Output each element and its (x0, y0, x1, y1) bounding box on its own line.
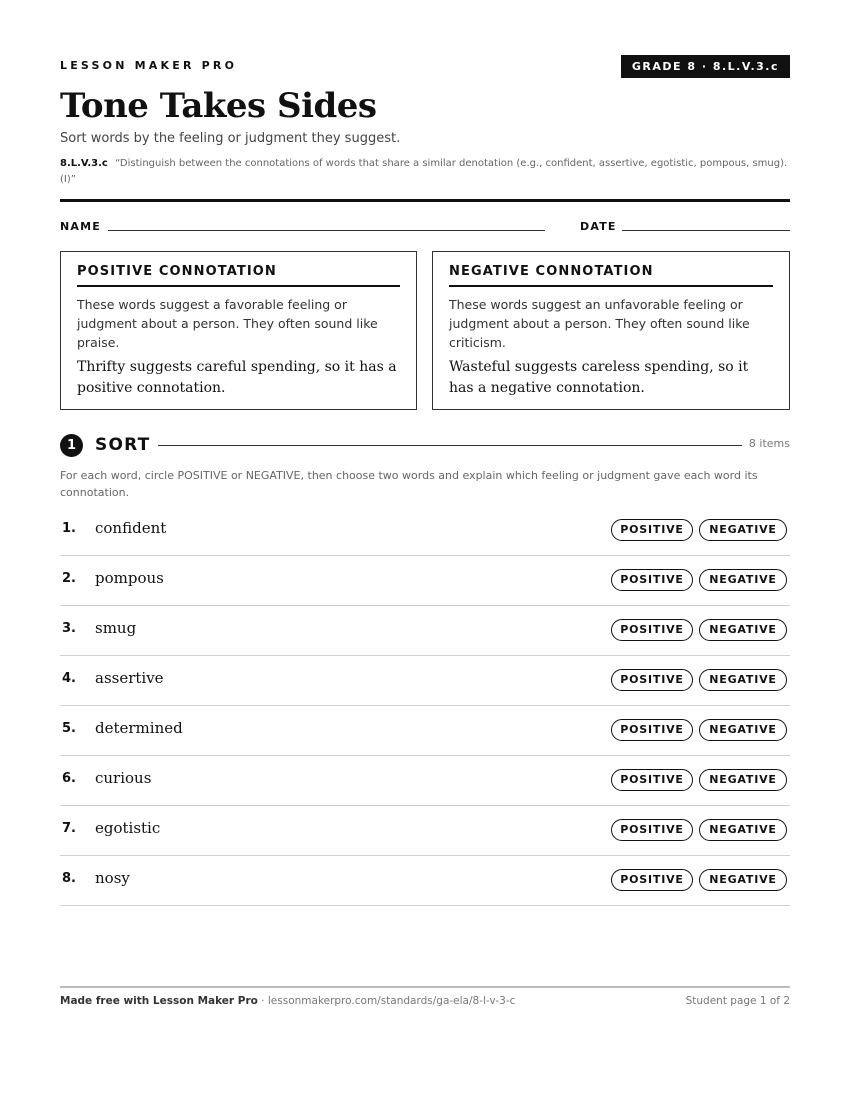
positive-card-heading: POSITIVE CONNOTATION (77, 264, 400, 287)
positive-option[interactable]: POSITIVE (611, 569, 693, 591)
item-number: 2. (62, 571, 76, 586)
item-number: 8. (62, 871, 76, 886)
negative-card-description: These words suggest an unfavorable feeling or judgment about a person. They often sound like criticism. (449, 297, 750, 350)
name-field[interactable] (108, 230, 545, 231)
negative-option[interactable]: NEGATIVE (699, 819, 787, 841)
footer-credit: Made free with Lesson Maker Pro (60, 995, 258, 1007)
negative-option[interactable]: NEGATIVE (699, 869, 787, 891)
date-label: DATE (580, 220, 617, 233)
positive-option[interactable]: POSITIVE (611, 619, 693, 641)
list-item (60, 806, 790, 856)
word-list (60, 506, 790, 906)
negative-card-heading: NEGATIVE CONNOTATION (449, 264, 773, 287)
page-footer (60, 995, 790, 1007)
positive-option[interactable]: POSITIVE (611, 819, 693, 841)
sort-instructions: For each word, circle POSITIVE or NEGATIVE, then choose two words and explain which feeling or judgment gave each word its connotation. (60, 469, 758, 499)
item-word: egotistic (95, 819, 161, 837)
list-item (60, 856, 790, 906)
worksheet-subtitle: Sort words by the feeling or judgment they suggest. (60, 131, 401, 146)
item-word: pompous (95, 569, 164, 587)
negative-option[interactable]: NEGATIVE (699, 669, 787, 691)
list-item (60, 756, 790, 806)
section-divider (158, 445, 742, 446)
item-word: assertive (95, 669, 164, 687)
item-number: 5. (62, 721, 76, 736)
positive-connotation-card (60, 251, 417, 410)
negative-connotation-card (432, 251, 790, 410)
page-number: Student page 1 of 2 (685, 995, 790, 1007)
negative-option[interactable]: NEGATIVE (699, 569, 787, 591)
positive-card-description: These words suggest a favorable feeling or judgment about a person. They often sound like praise. (77, 297, 378, 350)
positive-option[interactable]: POSITIVE (611, 669, 693, 691)
negative-option[interactable]: NEGATIVE (699, 719, 787, 741)
item-number: 7. (62, 821, 76, 836)
positive-card-example: Thrifty suggests careful spending, so it has a positive connotation. (77, 359, 397, 396)
item-word: curious (95, 769, 152, 787)
brand-name: LESSON MAKER PRO (60, 59, 238, 72)
standard-statement (60, 156, 790, 188)
item-number: 3. (62, 621, 76, 636)
item-number: 1. (62, 521, 76, 536)
positive-option[interactable]: POSITIVE (611, 719, 693, 741)
standard-code: 8.L.V.3.c (60, 158, 108, 169)
footer-divider (60, 986, 790, 988)
negative-option[interactable]: NEGATIVE (699, 519, 787, 541)
name-date-row (60, 220, 790, 236)
item-number: 6. (62, 771, 76, 786)
item-word: smug (95, 619, 137, 637)
standard-text: “Distinguish between the connotations of words that share a similar denotation (e.g., confident, assertive, egotistic, pompous, smug). (I)” (60, 158, 788, 185)
header-divider (60, 199, 790, 202)
worksheet-title: Tone Takes Sides (60, 86, 377, 126)
negative-option[interactable]: NEGATIVE (699, 769, 787, 791)
section-number-badge: 1 (60, 434, 83, 457)
item-word: confident (95, 519, 167, 537)
sort-section-header (60, 432, 790, 458)
top-bar (60, 57, 790, 79)
footer-link[interactable]: · lessonmakerpro.com/standards/ga-ela/8-l-v-3-c (261, 995, 516, 1007)
list-item (60, 606, 790, 656)
item-number: 4. (62, 671, 76, 686)
name-label: NAME (60, 220, 101, 233)
positive-option[interactable]: POSITIVE (611, 869, 693, 891)
grade-badge: GRADE 8 · 8.L.V.3.c (621, 55, 790, 78)
positive-option[interactable]: POSITIVE (611, 519, 693, 541)
list-item (60, 506, 790, 556)
list-item (60, 656, 790, 706)
negative-card-example: Wasteful suggests careless spending, so it has a negative connotation. (449, 359, 749, 396)
date-field[interactable] (622, 230, 790, 231)
list-item (60, 706, 790, 756)
section-title: SORT (95, 435, 151, 455)
list-item (60, 556, 790, 606)
item-word: nosy (95, 869, 130, 887)
negative-option[interactable]: NEGATIVE (699, 619, 787, 641)
positive-option[interactable]: POSITIVE (611, 769, 693, 791)
item-word: determined (95, 719, 183, 737)
item-count: 8 items (748, 437, 790, 450)
